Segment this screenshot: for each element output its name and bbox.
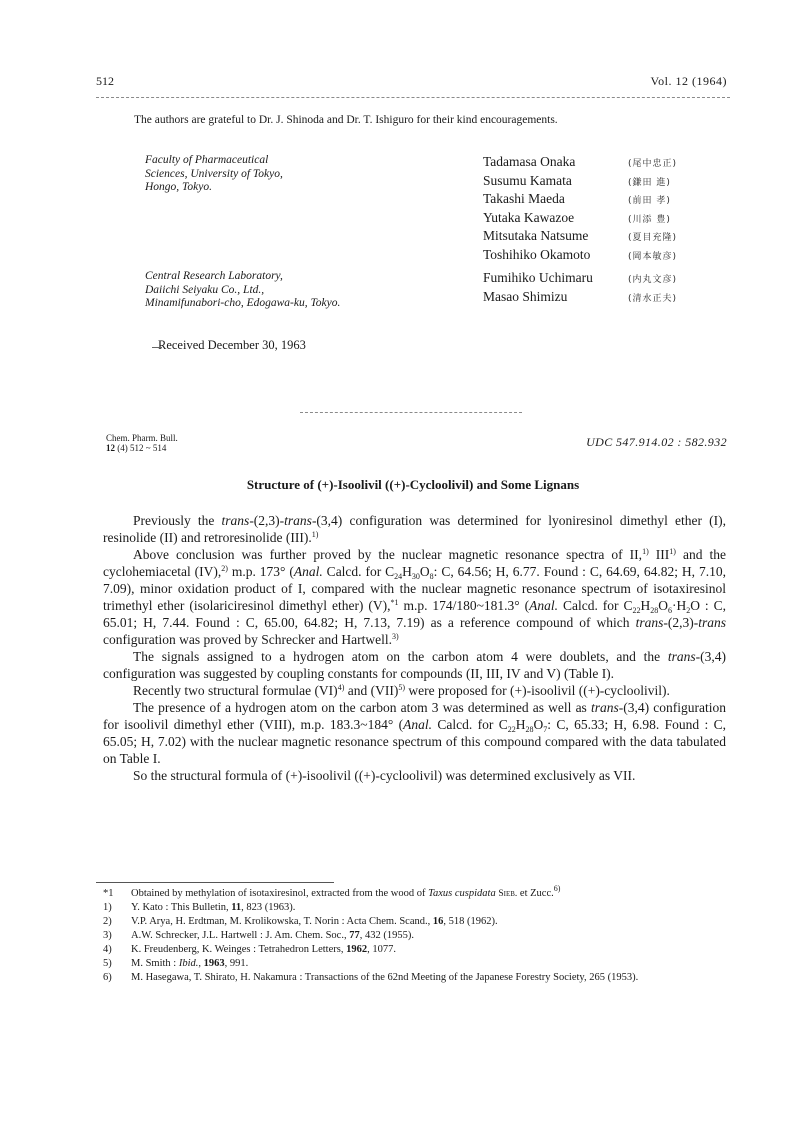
author-name: Fumihiko Uchimaru <box>483 270 593 285</box>
paragraph: Recently two structural formulae (VI)$^{4)}$ and (VII)$^{5)}$ were proposed for (+)-isoolivil ((+)-cycloolivil). <box>133 683 670 698</box>
author-kanji: (岡本敏彦) <box>628 251 678 262</box>
paragraph: Above conclusion was further proved by the nuclear magnetic resonance spectra of II,$^{1)}$ III$^{1)}$ and the cyclohemiacetal (IV),$^{2)}$ m.p. 173° (Anal. Calcd. for $C_{24}H_{30}O_8$: C, 64.56; H, 6.77. Found : C, 64.69, 64.82; H, 7.10, 7.09), minor oxidation product of I, compared with the nuclear magnetic resonance spectrum of isotaxiresinol trimethyl ether (isolariciresinol dimethyl ether) (V),$^{*1}$ m.p. 174/180~181.3° (Anal. Calcd. for $C_{22}H_{28}O_6\cdot H_2O$ : C, 65.01; H, 7.44. Found : C, 65.00, 64.82; H, 7.13, 7.19) as a reference compound of which trans-(2,3)-trans configuration was proved by Schrecker and Hartwell.$^{3)}$ <box>103 547 726 647</box>
author-kanji: (鎌田 進) <box>628 177 671 188</box>
author-list-2 <box>483 270 677 307</box>
reference-item: 4) K. Freudenberg, K. Weinges : Tetrahedron Letters, 1962, 1077. <box>103 944 396 955</box>
paragraph: Previously the trans-(2,3)-trans-(3,4) configuration was determined for lyoniresinol dimethyl ether (I), resinolide (II) and retroresinolide (III).$^{1)}$ <box>103 513 726 545</box>
journal-pages: (4) 512 ~ 514 <box>117 443 167 453</box>
author-name: Toshihiko Okamoto <box>483 246 591 262</box>
affiliation-1 <box>145 154 283 195</box>
author-name: Mitsutaka Natsume <box>483 228 589 243</box>
reference-item: 1) Y. Kato : This Bulletin, 11, 823 (1963). <box>103 902 296 913</box>
received-date: Received December 30, 1963 <box>158 338 306 352</box>
footnote-rule <box>96 882 334 883</box>
journal-reference <box>98 433 178 453</box>
reference-item: 2) V.P. Arya, H. Erdtman, M. Krolikowska, T. Norin : Acta Chem. Scand., 16, 518 (1962). <box>103 916 498 927</box>
article-body <box>103 512 726 784</box>
author-row <box>483 270 677 289</box>
affiliation-line: Daiichi Seiyaku Co., Ltd., <box>145 283 265 296</box>
reference-item: 6) M. Hasegawa, T. Shirato, H. Nakamura : Transactions of the 62nd Meeting of the Japanese Forestry Society, 265 (1953). <box>103 972 639 983</box>
author-kanji: (内丸文彦) <box>628 275 678 285</box>
author-name: Masao Shimizu <box>483 288 568 304</box>
author-row <box>483 173 677 192</box>
affiliation-line: Minamifunabori-cho, Edogawa-ku, Tokyo. <box>145 297 341 309</box>
author-row <box>483 228 677 247</box>
author-kanji: (川添 豊) <box>628 214 671 225</box>
page-number: 512 <box>96 74 114 88</box>
affiliation-2 <box>145 270 340 311</box>
author-row <box>483 191 677 210</box>
author-name: Tadamasa Onaka <box>483 154 576 169</box>
affiliation-line: Faculty of Pharmaceutical <box>145 154 269 166</box>
acknowledgement: The authors are grateful to Dr. J. Shinoda and Dr. T. Ishiguro for their kind encouragements. <box>134 114 558 126</box>
footnotes <box>103 884 730 985</box>
paragraph: The presence of a hydrogen atom on the carbon atom 3 was determined as well as trans-(3,4) configuration for isoolivil dimethyl ether (VIII), m.p. 183.3~184° (Anal. Calcd. for $C_{22}H_{28}O_7$: C, 65.33; H, 6.98. Found : C, 65.05; H, 7.02) with the nuclear magnetic resonance spectrum of this compound compared with the data tabulated on Table I. <box>103 700 727 766</box>
author-name: Takashi Maeda <box>483 191 565 206</box>
author-name: Susumu Kamata <box>483 172 572 188</box>
footnote-star: *1 Obtained by methylation of isotaxiresinol, extracted from the wood of Taxus cuspidata Sieb. et Zucc.$^{6)}$ <box>103 884 561 899</box>
reference-item: 5) M. Smith : Ibid., 1963, 991. <box>103 958 249 969</box>
paragraph: So the structural formula of (+)-isoolivil ((+)-cycloolivil) was determined exclusively as VII. <box>133 768 636 783</box>
header-rule <box>96 97 730 98</box>
author-row <box>483 289 677 308</box>
journal-name: Chem. Pharm. Bull. <box>106 433 178 443</box>
udc-code: UDC 547.914.02 : 582.932 <box>586 435 727 449</box>
section-divider <box>300 412 522 413</box>
reference-item: 3) A.W. Schrecker, J.L. Hartwell : J. Am. Chem. Soc., 77, 432 (1955). <box>103 930 414 941</box>
volume-label: Vol. 12 (1964) <box>650 74 727 88</box>
author-row <box>483 154 677 173</box>
author-kanji: (前田 孝) <box>628 196 671 206</box>
affiliation-line: Sciences, University of Tokyo, <box>145 167 283 180</box>
author-name: Yutaka Kawazoe <box>483 209 575 225</box>
author-row <box>483 210 677 229</box>
author-kanji: (清水正夫) <box>628 293 678 304</box>
journal-volume: 12 <box>106 443 115 453</box>
author-kanji: (夏目充隆) <box>628 233 678 243</box>
author-row <box>483 247 677 266</box>
paragraph: The signals assigned to a hydrogen atom on the carbon atom 4 were doublets, and the trans-(3,4) configuration was suggested by coupling constants for compounds (II, III, IV and V) (Table I). <box>103 649 726 681</box>
affiliation-line: Central Research Laboratory, <box>145 270 283 282</box>
affiliation-line: Hongo, Tokyo. <box>145 181 212 193</box>
author-kanji: (尾中忠正) <box>628 159 678 169</box>
author-list-1 <box>483 154 677 265</box>
article-title: Structure of (+)-Isoolivil ((+)-Cycloolivil) and Some Lignans <box>246 477 580 492</box>
